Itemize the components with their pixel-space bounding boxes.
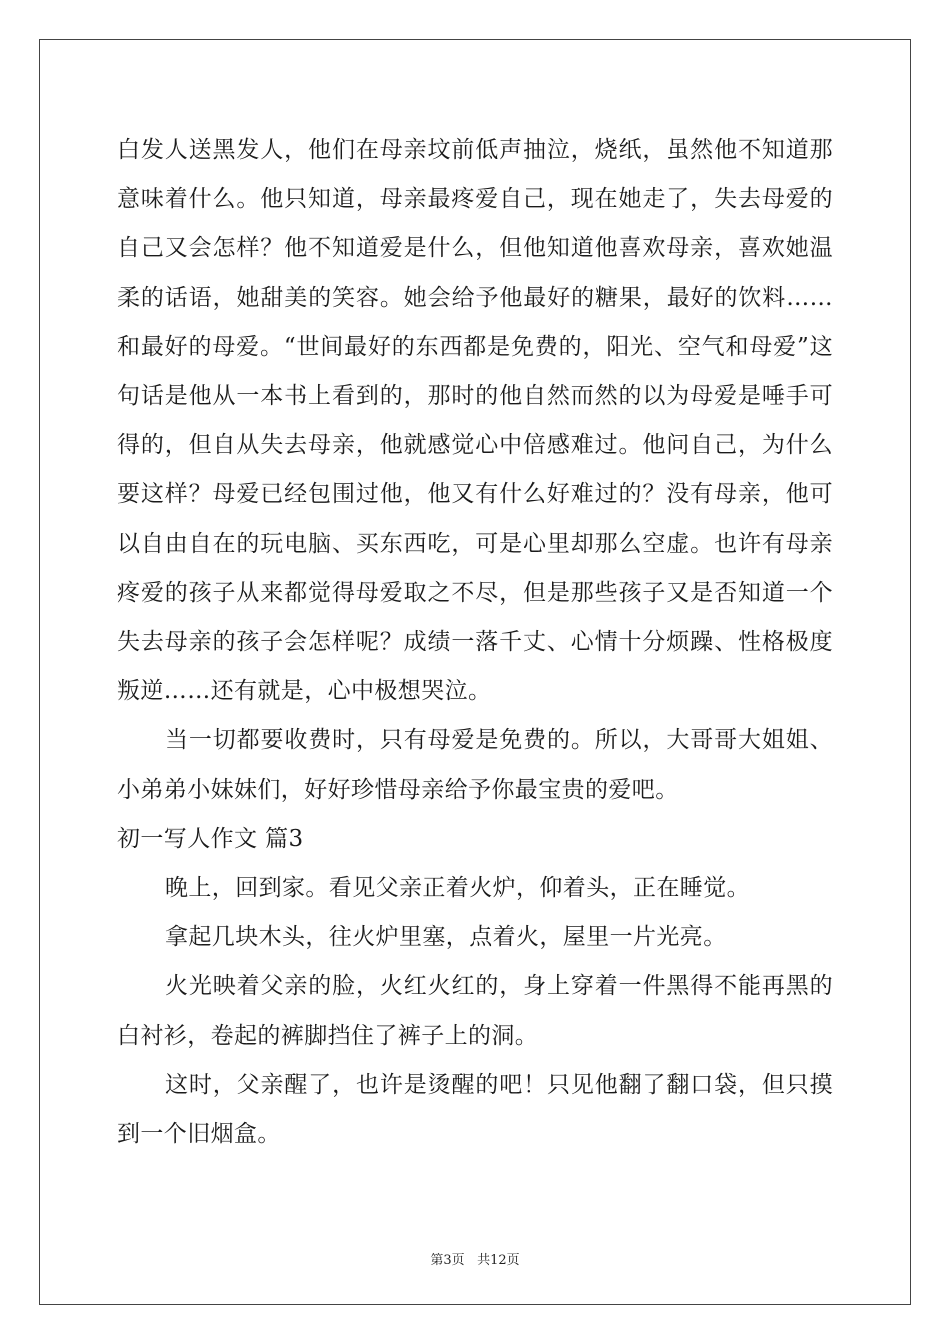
paragraph: 火光映着父亲的脸，火红火红的，身上穿着一件黑得不能再黑的白衬衫，卷起的裤脚挡住了裤子上的洞。 (117, 973, 833, 1049)
document-body (117, 126, 833, 1159)
page-number: 第3页 (430, 1253, 465, 1268)
section-heading: 初一写人作文 篇3 (117, 825, 304, 852)
page-total: 共12页 (477, 1253, 520, 1268)
paragraph: 当一切都要收费时，只有母爱是免费的。所以，大哥哥大姐姐、小弟弟小妹妹们，好好珍惜母亲给予你最宝贵的爱吧。 (117, 727, 833, 803)
paragraph: 这时，父亲醒了，也许是烫醒的吧！只见他翻了翻口袋，但只摸到一个旧烟盒。 (117, 1071, 833, 1148)
paragraph: 拿起几块木头，往火炉里塞，点着火，屋里一片光亮。 (165, 924, 727, 951)
paragraph-continuation: 白发人送黑发人，他们在母亲坟前低声抽泣，烧纸，虽然他不知道那意味着什么。他只知道，母亲最疼爱自己，现在她走了，失去母爱的自己又会怎样？他不知道爱是什么，但他知道他喜欢母亲，喜欢她温柔的话语，她甜美的笑容。她会给予他最好的糖果，最好的饮料……和最好的母爱。“世间最好的东西都是免费的，阳光、空气和母爱”这句话是他从一本书上看到的，那时的他自然而然的以为母爱是唾手可得的，但自从失去母亲，他就感觉心中倍感难过。他问自己，为什么要这样？母爱已经包围过他，他又有什么好难过的？没有母亲，他可以自由自在的玩电脑、买东西吃，可是心里却那么空虚。也许有母亲疼爱的孩子从来都觉得母爱取之不尽，但是那些孩子又是否知道一个失去母亲的孩子会怎样呢？成绩一落千丈、心情十分烦躁、性格极度叛逆……还有就是，心中极想哭泣。 (117, 137, 833, 705)
page-footer (0, 1249, 950, 1268)
paragraph: 晚上，回到家。看见父亲正着火炉，仰着头，正在睡觉。 (165, 875, 750, 902)
